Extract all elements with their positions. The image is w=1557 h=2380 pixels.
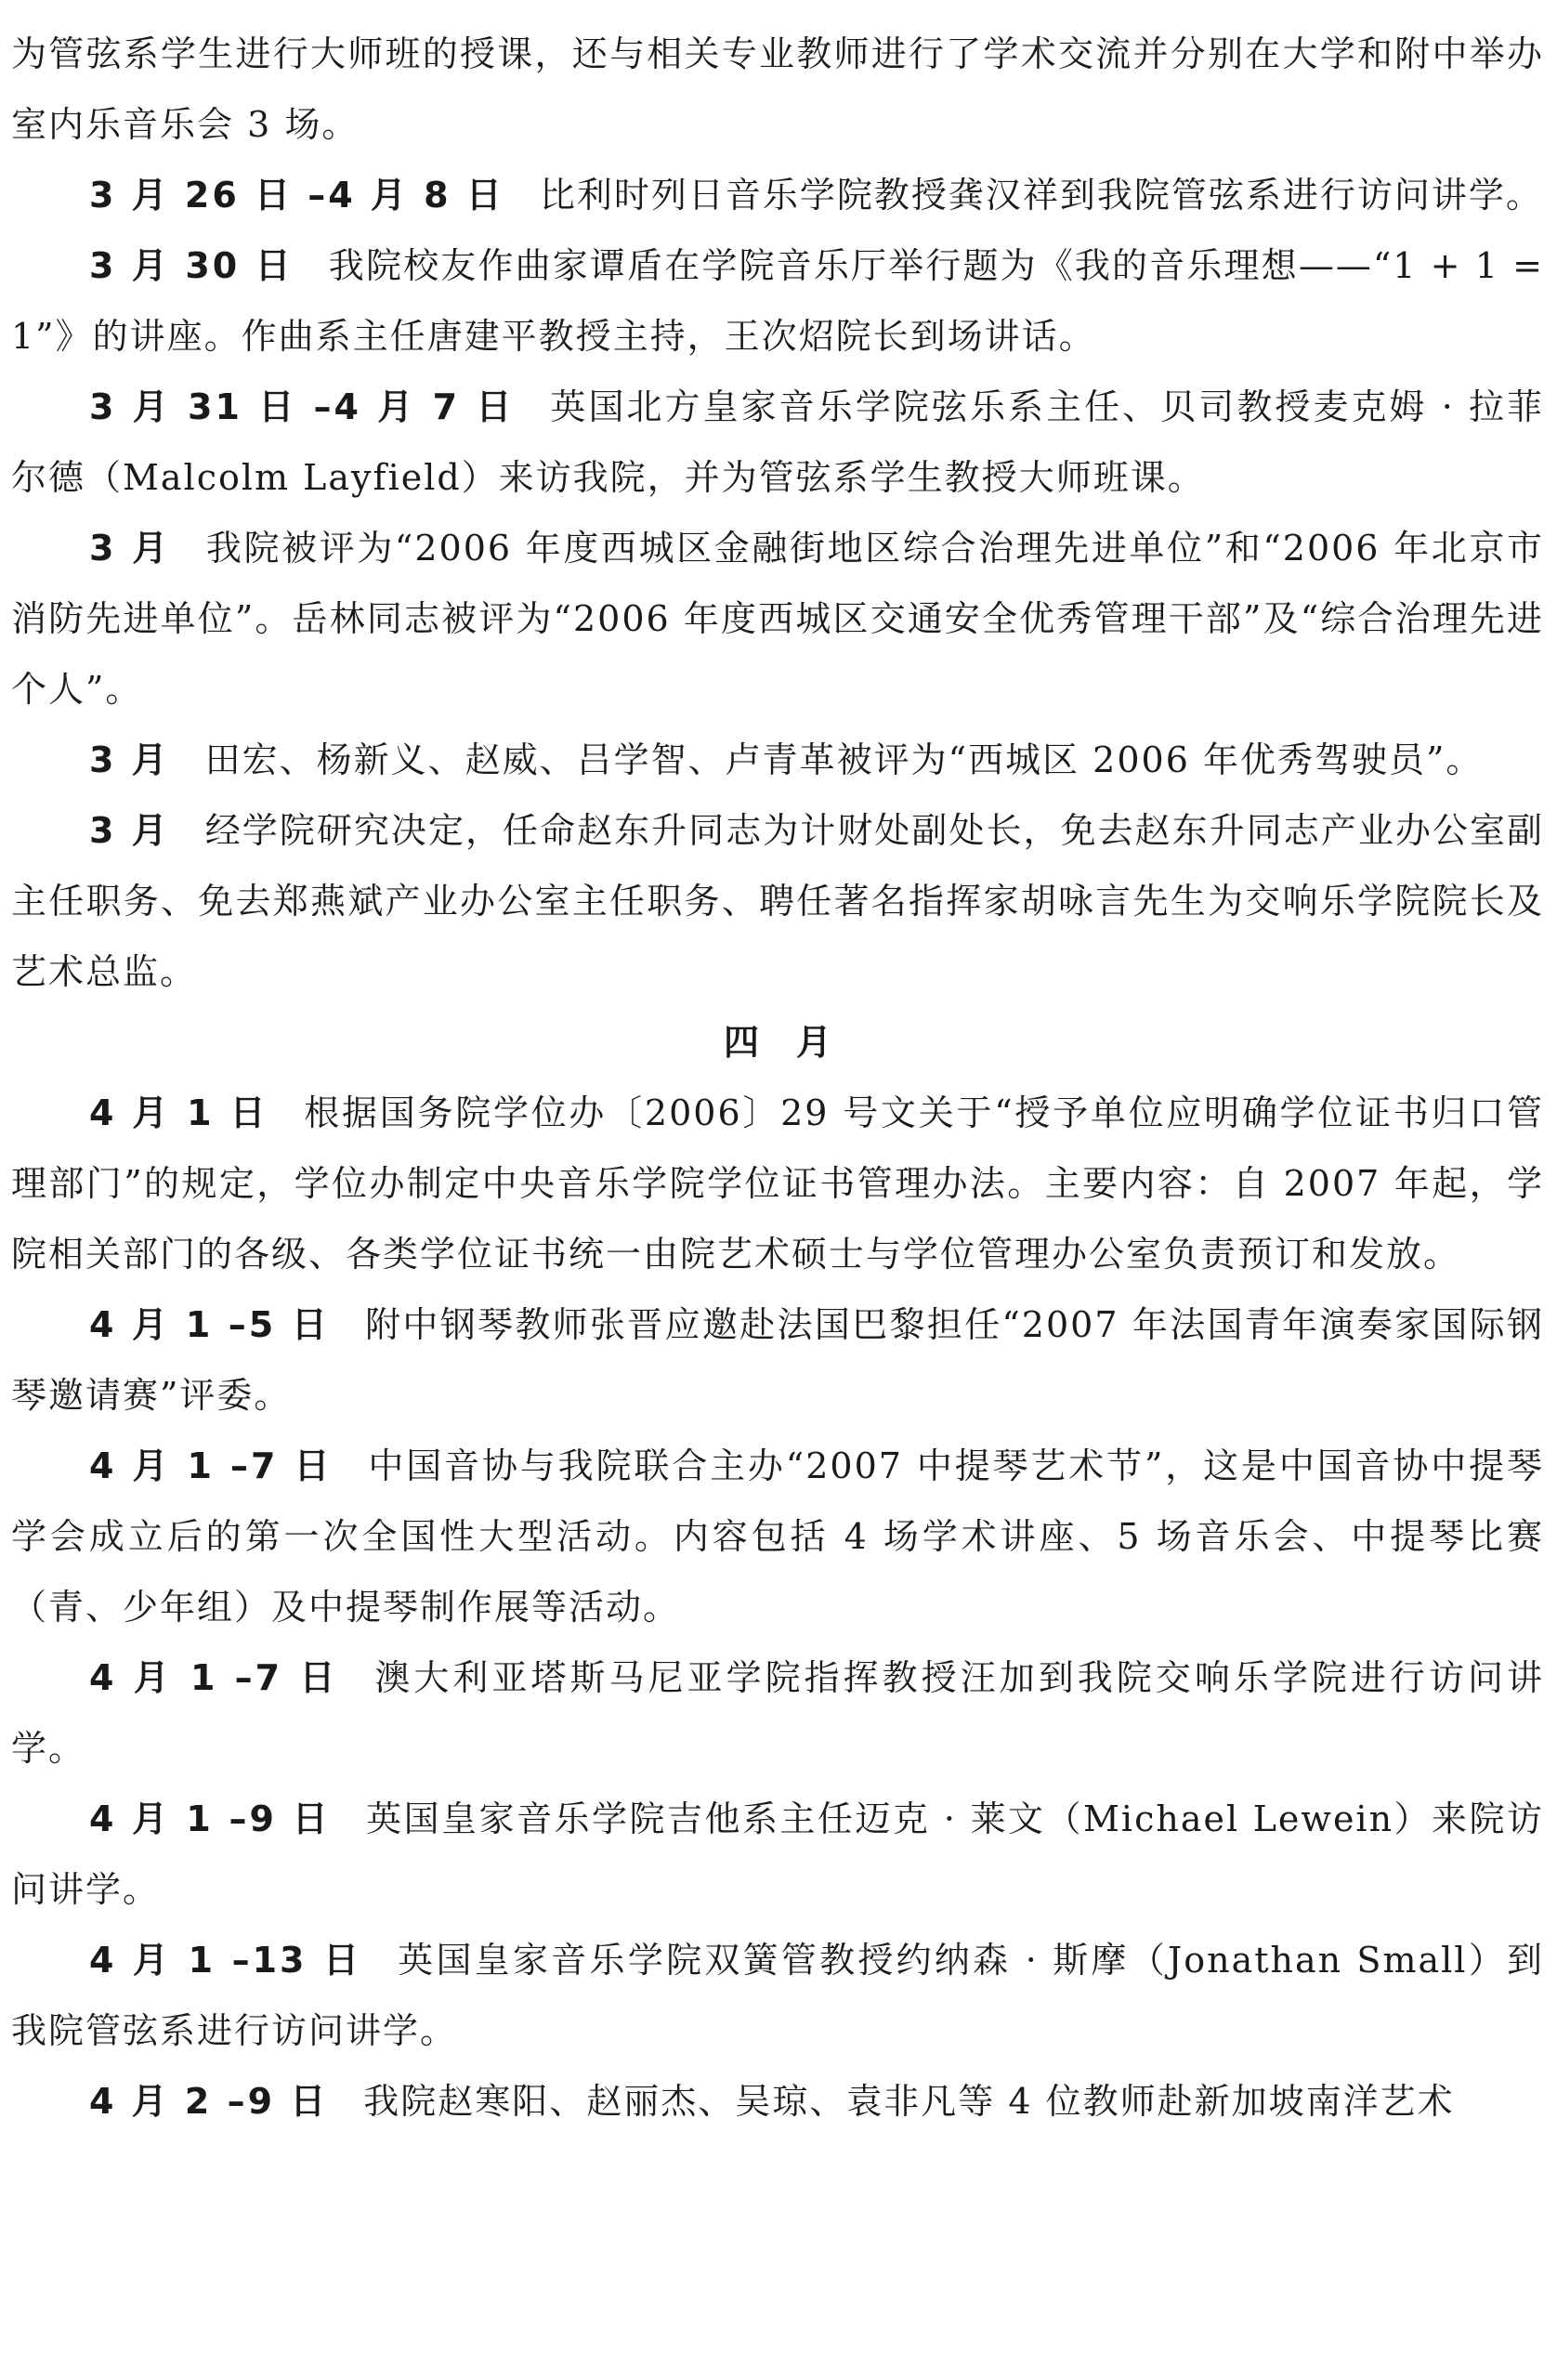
entry-paragraph — [11, 513, 1544, 725]
entry-date: 3 月 30 日 — [89, 245, 294, 286]
continuation-paragraph: 为管弦系学生进行大师班的授课，还与相关专业教师进行了学术交流并分别在大学和附中举办室内乐音乐会 3 场。 — [11, 33, 1544, 145]
entry-text: 我院校友作曲家谭盾在学院音乐厅举行题为《我的音乐理想——“1 + 1 = 1”》的讲座。作曲系主任唐建平教授主持，王次炤院长到场讲话。 — [11, 245, 1545, 357]
entry-date: 4 月 1 –9 日 — [89, 1798, 332, 1839]
entry-date: 3 月 — [89, 810, 170, 851]
entry-text: 比利时列日音乐学院教授龚汉祥到我院管弦系进行访问讲学。 — [539, 175, 1543, 216]
entry-text: 根据国务院学位办〔2006〕29 号文关于“授予单位应明确学位证书归口管理部门”的规定，学位办制定中央音乐学院学位证书管理办法。主要内容：自 2007 年起，学院相关部门的各级、各类学位证书统一由院艺术硕士与学位管理办公室负责预订和发放。 — [11, 1092, 1544, 1275]
entry-text: 附中钢琴教师张晋应邀赴法国巴黎担任“2007 年法国青年演奏家国际钢琴邀请赛”评委。 — [11, 1304, 1544, 1416]
entry-date: 3 月 26 日 –4 月 8 日 — [89, 175, 504, 216]
entry-text: 我院被评为“2006 年度西城区金融街地区综合治理先进单位”和“2006 年北京市消防先进单位”。岳林同志被评为“2006 年度西城区交通安全优秀管理干部”及“综合治理先进个人”。 — [11, 528, 1544, 710]
entry-date: 4 月 1 日 — [89, 1092, 269, 1133]
entry-text: 田宏、杨新义、赵威、吕学智、卢青革被评为“西城区 2006 年优秀驾驶员”。 — [204, 739, 1484, 780]
entry-paragraph — [11, 795, 1544, 1007]
entry-paragraph — [11, 372, 1544, 513]
entry-paragraph — [11, 725, 1544, 795]
section-heading: 四月 — [723, 1022, 869, 1063]
entry-date: 3 月 31 日 –4 月 7 日 — [89, 386, 516, 427]
entry-paragraph — [11, 1925, 1544, 2066]
entry-paragraph — [11, 1784, 1544, 1925]
entry-date: 3 月 — [89, 739, 170, 780]
entry-paragraph — [11, 2066, 1544, 2137]
entry-paragraph — [11, 1431, 1544, 1642]
entry-text: 澳大利亚塔斯马尼亚学院指挥教授汪加到我院交响乐学院进行访问讲学。 — [11, 1657, 1544, 1769]
entry-text: 英国皇家音乐学院吉他系主任迈克 · 莱文（Michael Lewein）来院访问讲学。 — [11, 1798, 1544, 1910]
entry-text: 英国北方皇家音乐学院弦乐系主任、贝司教授麦克姆 · 拉菲尔德（Malcolm Layfield）来访我院，并为管弦系学生教授大师班课。 — [11, 386, 1544, 498]
entry-date: 4 月 1 –5 日 — [89, 1304, 331, 1345]
entry-paragraph — [11, 230, 1544, 372]
entry-paragraph — [11, 1642, 1544, 1784]
entry-date: 4 月 1 –7 日 — [89, 1445, 334, 1486]
entry-paragraph — [11, 1289, 1544, 1431]
entry-text: 经学院研究决定，任命赵东升同志为计财处副处长，免去赵东升同志产业办公室副主任职务、免去郑燕斌产业办公室主任职务、聘任著名指挥家胡咏言先生为交响乐学院院长及艺术总监。 — [11, 810, 1544, 992]
entry-text: 英国皇家音乐学院双簧管教授约纳森 · 斯摩（Jonathan Small）到我院管弦系进行访问讲学。 — [11, 1940, 1544, 2051]
entry-paragraph — [11, 160, 1544, 230]
entry-text: 中国音协与我院联合主办“2007 中提琴艺术节”，这是中国音协中提琴学会成立后的第一次全国性大型活动。内容包括 4 场学术讲座、5 场音乐会、中提琴比赛（青、少年组）及中提琴制作展等活动。 — [11, 1445, 1544, 1628]
entry-date: 4 月 2 –9 日 — [89, 2081, 329, 2122]
entry-paragraph — [11, 1078, 1544, 1289]
entry-date: 4 月 1 –7 日 — [89, 1657, 340, 1698]
entry-date: 3 月 — [89, 528, 171, 569]
entry-date: 4 月 1 –13 日 — [89, 1940, 363, 1981]
entry-text: 我院赵寒阳、赵丽杰、吴琼、袁非凡等 4 位教师赴新加坡南洋艺术 — [363, 2081, 1455, 2122]
